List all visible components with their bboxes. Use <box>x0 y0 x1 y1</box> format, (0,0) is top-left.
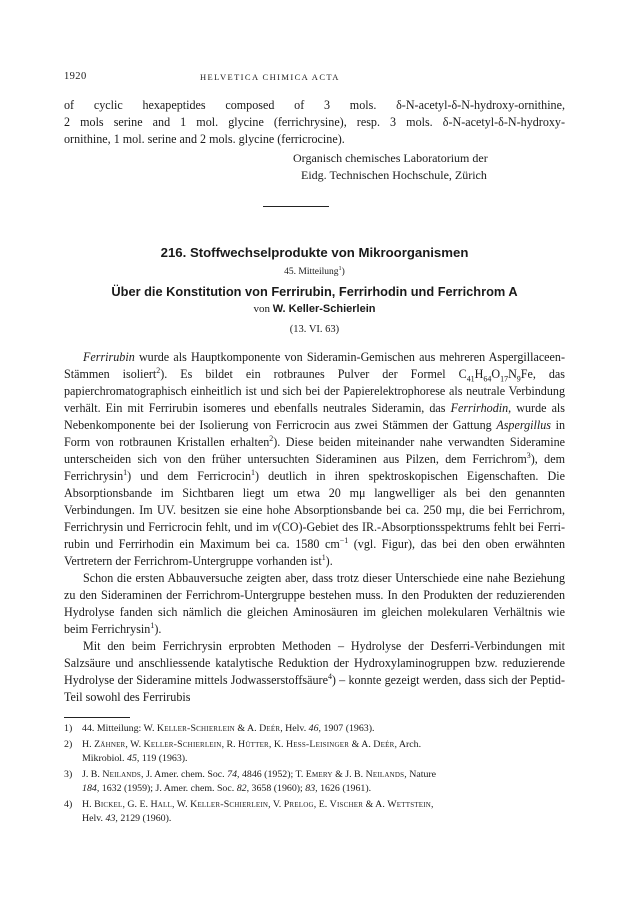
text-line: 2 mols serine and 1 mol. glycine (ferrichrysine), resp. 3 mols. δ-N-acetyl-δ-N-hydroxy- <box>64 115 565 129</box>
article-body <box>64 349 565 706</box>
footnote: 1) 44. Mitteilung: W. Keller-Schierlein & A. Deér, Helv. 46, 1907 (1963). <box>64 723 375 734</box>
paragraph: Mit den beim Ferrichrysin erprobten Methoden – Hydrolyse der Desferri-Verbindungen mit Salzsäure und anschliessende katalytische Reduktion der Hydroxylaminogruppen bzw. reduzierende Hydrolyse der Sideramine mittels Jodwasserstoffsäure$^4$) – konnte gezeigt werden, dass sich der Peptid-Teil sowohl des Ferrirubis <box>64 639 565 704</box>
footnote: 2) H. Zähner, W. Keller-Schierlein, R. Hütter, K. Hess-Leisinger & A. Deér, Arch. Mikrobiol. 45, 119 (1963). <box>64 738 422 764</box>
article-title: 216. Stoffwechselprodukte von Mikroorganismen <box>160 245 469 260</box>
section-separator <box>263 206 329 207</box>
paragraph: Schon die ersten Abbauversuche zeigten aber, dass trotz dieser Unterschiede eine nahe Beziehung zu den Sideraminen der Ferrichrom-Untergruppe bestehen muss. In den Produkten der reduzierenden Hydrolyse fanden sich nämlich die gleichen Aminosäuren im gleichen molekularen Verhältnis wie beim Ferrichrysin$^1$). <box>64 571 565 636</box>
footnote-separator <box>64 717 130 718</box>
received-date: (13. VI. 63) <box>289 324 340 335</box>
journal-title: HELVETICA CHIMICA ACTA <box>200 72 340 82</box>
article-subtitle: Über die Konstitution von Ferrirubin, Ferrirhodin und Ferrichrom A <box>111 284 518 299</box>
address-line: Organisch chemisches Laboratorium der <box>293 151 488 165</box>
series-note: 45. Mitteilung$^1$) <box>284 264 345 277</box>
footnote: 3) J. B. Neilands, J. Amer. chem. Soc. 74, 4846 (1952); T. Emery & J. B. Neilands, Nature 184, 1632 (1959); J. Amer. chem. Soc. 82, 3658 (1960); 83, 1626 (1961). <box>64 768 437 794</box>
address-line: Eidg. Technischen Hochschule, Zürich <box>301 168 487 182</box>
footnotes <box>64 722 565 828</box>
author-line: von W. Keller-Schierlein <box>253 303 376 315</box>
institution-address <box>293 150 488 184</box>
running-head <box>64 71 564 85</box>
previous-article-ending <box>64 97 565 148</box>
text-line: of cyclic hexapeptides composed of 3 mols. δ-N-acetyl-δ-N-hydroxy-ornithine, <box>64 98 565 112</box>
text-line: ornithine, 1 mol. serine and 2 mols. glycine (ferricrocine). <box>64 132 345 146</box>
author-name: W. Keller-Schierlein <box>272 303 376 315</box>
footnote: 4) H. Bickel, G. E. Hall, W. Keller-Schierlein, V. Prelog, E. Vischer & A. Wettstein, Helv. 43, 2129 (1960). <box>64 798 434 824</box>
page-number: 1920 <box>64 71 87 82</box>
paragraph: Ferrirubin wurde als Hauptkomponente von Sideramin-Gemischen aus mehreren Aspergillaceen-Stämmen isoliert$^2$). Es bildet ein rotbraunes Pulver der Formel $C_{41}H_{64}O_{17}N_9Fe$, das papierchromatographisch einheitlich ist und sich bei der Papierelektrophorese als neutrale Verbindung verhält. Ein mit Ferrirubin isomeres und ebenfalls neutrales Sideramin, das Ferrirhodin, wurde als Nebenkomponente bei der Isolierung von Ferricrocin aus zwei Stämmen der Gattung Aspergillus in Form von rotbraunen Kristallen erhalten$^2$). Diese beiden miteinander nahe verwandten Sideramine unterscheiden sich von den früher untersuchten Sideraminen aus Pilzen, dem Ferrichrom$^3$), dem Ferrichrysin$^1$) und dem Ferricrocin$^1$) deutlich in ihren spektroskopischen Eigenschaften. Die Absorptionsbande im Sichtbaren liegt um etwa 20 mμ langwelliger als bei den genannten Verbindungen. Im UV. besitzen sie eine hohe Absorptionsbande bei ca. 250 mμ, die bei Ferrichrom, Ferrichrysin und Ferricrocin fehlt, und im ν(CO)-Gebiet des IR.-Absorptionsspektrums fehlt bei Ferrirubin und Ferrirhodin ein Maximum bei ca. 1580 $cm^{-1}$ (vgl. Figur), das bei den oben erwähnten Vertretern der Ferrichrom-Untergruppe vorhanden ist$^1$). <box>64 350 566 568</box>
